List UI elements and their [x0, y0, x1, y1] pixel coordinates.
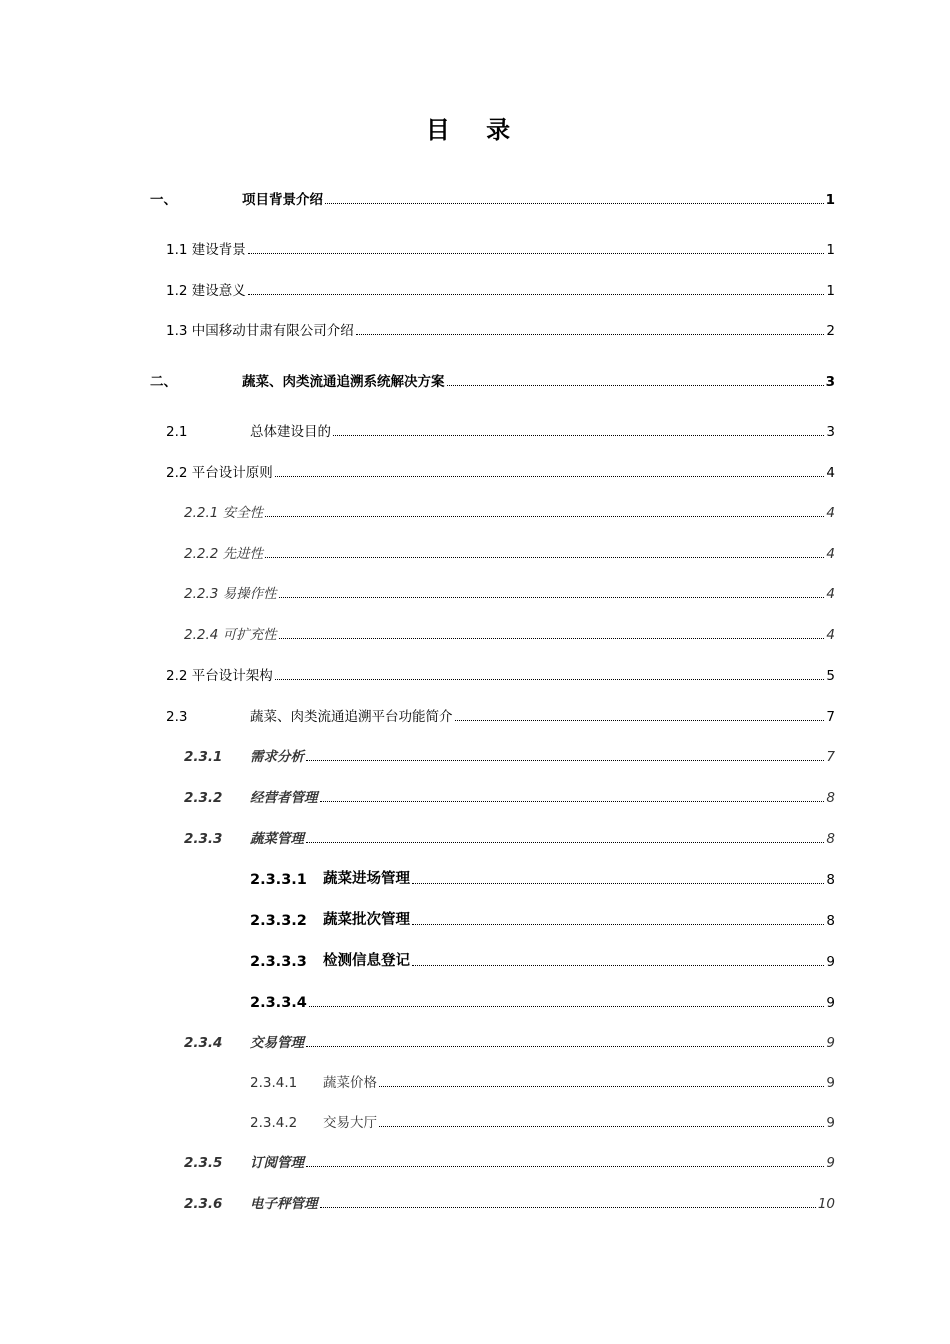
toc-entry-text: 经营者管理	[250, 790, 318, 806]
toc-entry-page: 1	[826, 283, 835, 299]
toc-leader-dots	[306, 1046, 824, 1047]
toc-entry-text: 蔬菜价格	[323, 1075, 377, 1091]
toc-entry-text: 先进性	[222, 546, 264, 562]
toc-entry[interactable]	[166, 317, 835, 339]
toc-entry-text: 中国移动甘肃有限公司介绍	[191, 323, 354, 339]
toc-leader-dots	[325, 203, 824, 204]
toc-entry[interactable]	[166, 703, 835, 725]
toc-entry-page: 4	[826, 505, 835, 521]
toc-entry-page: 9	[826, 1155, 835, 1171]
toc-entry[interactable]	[184, 743, 835, 765]
toc-entry-number: 2.3.3.1	[250, 872, 307, 888]
toc-entry-number: 2.3.1	[184, 749, 223, 765]
toc-entry[interactable]	[184, 621, 835, 643]
toc-entry-text: 建设意义	[191, 283, 246, 299]
toc-leader-dots	[309, 1006, 825, 1007]
toc-entry-text: 项目背景介绍	[242, 192, 323, 208]
toc-entry[interactable]	[150, 368, 835, 390]
toc-leader-dots	[306, 760, 824, 761]
toc-entry-page: 1	[825, 192, 835, 208]
toc-entry-page: 9	[826, 954, 835, 970]
toc-entry-page: 1	[826, 242, 835, 258]
toc-entry-page: 7	[826, 709, 835, 725]
toc-entry[interactable]	[150, 186, 835, 208]
toc-leader-dots	[279, 638, 825, 639]
toc-entry[interactable]	[184, 499, 835, 521]
toc-entry-text: 易操作性	[222, 586, 277, 602]
toc-entry-text: 蔬菜、肉类流通追溯平台功能简介	[250, 709, 453, 725]
toc-entry-number: 2.2.1	[184, 505, 219, 521]
toc-entry-page: 3	[825, 374, 835, 390]
toc-entry-page: 8	[826, 831, 835, 847]
toc-entry-text: 交易大厅	[323, 1115, 377, 1131]
toc-entry-page: 9	[826, 1075, 835, 1091]
toc-leader-dots	[265, 557, 824, 558]
toc-entry[interactable]	[166, 459, 835, 481]
toc-leader-dots	[275, 679, 825, 680]
toc-leader-dots	[320, 1207, 816, 1208]
toc-entry[interactable]	[184, 540, 835, 562]
toc-entry-number: 2.3.3.4	[250, 995, 307, 1011]
toc-entry-number: 一、	[150, 192, 177, 208]
toc-entry-number: 2.1	[166, 424, 188, 440]
toc-entry-page: 4	[826, 546, 835, 562]
toc-entry[interactable]	[184, 1029, 835, 1051]
toc-entry[interactable]	[184, 1190, 835, 1212]
toc-leader-dots	[379, 1126, 824, 1127]
toc-leader-dots	[333, 435, 824, 436]
toc-entry-page: 4	[826, 465, 835, 481]
toc-entry-number: 2.2	[166, 465, 188, 481]
toc-entry[interactable]	[250, 1109, 835, 1131]
toc-entry-number: 2.3.4.2	[250, 1115, 298, 1131]
toc-entry[interactable]	[184, 1149, 835, 1171]
toc-entry[interactable]	[166, 236, 835, 258]
toc-entry-number: 2.3.6	[184, 1196, 223, 1212]
toc-entry[interactable]	[250, 1069, 835, 1091]
toc-entry-page: 8	[826, 872, 835, 888]
toc-entry-text: 蔬菜进场管理	[323, 871, 410, 887]
toc-entry-number: 2.3.5	[184, 1155, 223, 1171]
toc-leader-dots	[412, 883, 824, 884]
toc-entry-page: 2	[826, 323, 835, 339]
toc-entry-number: 1.1	[166, 242, 188, 258]
toc-entry-text: 电子秤管理	[250, 1196, 318, 1212]
toc-entry[interactable]	[250, 866, 835, 888]
toc-entry-page: 5	[826, 668, 835, 684]
toc-entry-number: 2.3.4.1	[250, 1075, 298, 1091]
toc-leader-dots	[306, 842, 824, 843]
toc-entry[interactable]	[184, 825, 835, 847]
toc-entry[interactable]	[166, 662, 835, 684]
toc-leader-dots	[455, 720, 825, 721]
toc-entry-number: 1.2	[166, 283, 188, 299]
toc-entry[interactable]	[166, 418, 835, 440]
toc-entry-page: 3	[826, 424, 835, 440]
toc-entry-text: 平台设计架构	[191, 668, 273, 684]
toc-entry-page: 4	[826, 586, 835, 602]
toc-entry-number: 2.3	[166, 709, 188, 725]
toc-entry-number: 2.2	[166, 668, 188, 684]
toc-leader-dots	[412, 924, 824, 925]
toc-leader-dots	[447, 385, 824, 386]
toc-entry-page: 7	[826, 749, 835, 765]
toc-leader-dots	[279, 597, 825, 598]
toc-entry-text: 检测信息登记	[323, 953, 410, 969]
toc-entry-text: 订阅管理	[250, 1155, 304, 1171]
toc-entry-text: 安全性	[222, 505, 264, 521]
toc-entry-page: 9	[826, 1035, 835, 1051]
toc-leader-dots	[320, 801, 825, 802]
toc-entry-text: 可扩充性	[222, 627, 277, 643]
toc-entry-page: 9	[826, 995, 835, 1011]
toc-entry-number: 1.3	[166, 323, 188, 339]
toc-leader-dots	[248, 253, 825, 254]
toc-entry-number: 2.3.3.3	[250, 954, 307, 970]
toc-leader-dots	[275, 476, 825, 477]
toc-entry-text: 交易管理	[250, 1035, 304, 1051]
toc-entry[interactable]	[250, 907, 835, 929]
toc-leader-dots	[356, 334, 825, 335]
toc-leader-dots	[248, 294, 825, 295]
toc-entry-number: 2.2.4	[184, 627, 219, 643]
toc-entry-text: 蔬菜、肉类流通追溯系统解决方案	[242, 374, 445, 390]
toc-entry-number: 2.2.2	[184, 546, 219, 562]
toc-entry-page: 4	[826, 627, 835, 643]
toc-leader-dots	[306, 1166, 824, 1167]
toc-title: 目 录	[425, 115, 525, 144]
toc-entry[interactable]	[166, 277, 835, 299]
toc-entry-number: 2.3.4	[184, 1035, 223, 1051]
toc-entry[interactable]	[184, 580, 835, 602]
toc-entry-number: 二、	[150, 374, 177, 390]
toc-entry-text: 蔬菜批次管理	[323, 912, 410, 928]
toc-entry-text: 平台设计原则	[191, 465, 273, 481]
toc-entry-number: 2.3.3.2	[250, 913, 307, 929]
toc-entry-page: 8	[826, 913, 835, 929]
toc-entry-number: 2.3.3	[184, 831, 223, 847]
toc-entry[interactable]	[250, 989, 835, 1011]
toc-leader-dots	[412, 965, 824, 966]
toc-entry-text: 建设背景	[191, 242, 246, 258]
toc-leader-dots	[379, 1086, 824, 1087]
toc-leader-dots	[265, 516, 824, 517]
toc-entry-page: 9	[826, 1115, 835, 1131]
toc-entry-text: 总体建设目的	[250, 424, 331, 440]
toc-entry-text: 蔬菜管理	[250, 831, 304, 847]
toc-entry-text: 需求分析	[250, 749, 304, 765]
toc-entry-page: 8	[826, 790, 835, 806]
toc-entry-page: 10	[817, 1196, 835, 1212]
toc-entry-number: 2.3.2	[184, 790, 223, 806]
toc-entry-number: 2.2.3	[184, 586, 219, 602]
toc-entry[interactable]	[184, 784, 835, 806]
toc-entry[interactable]	[250, 948, 835, 970]
